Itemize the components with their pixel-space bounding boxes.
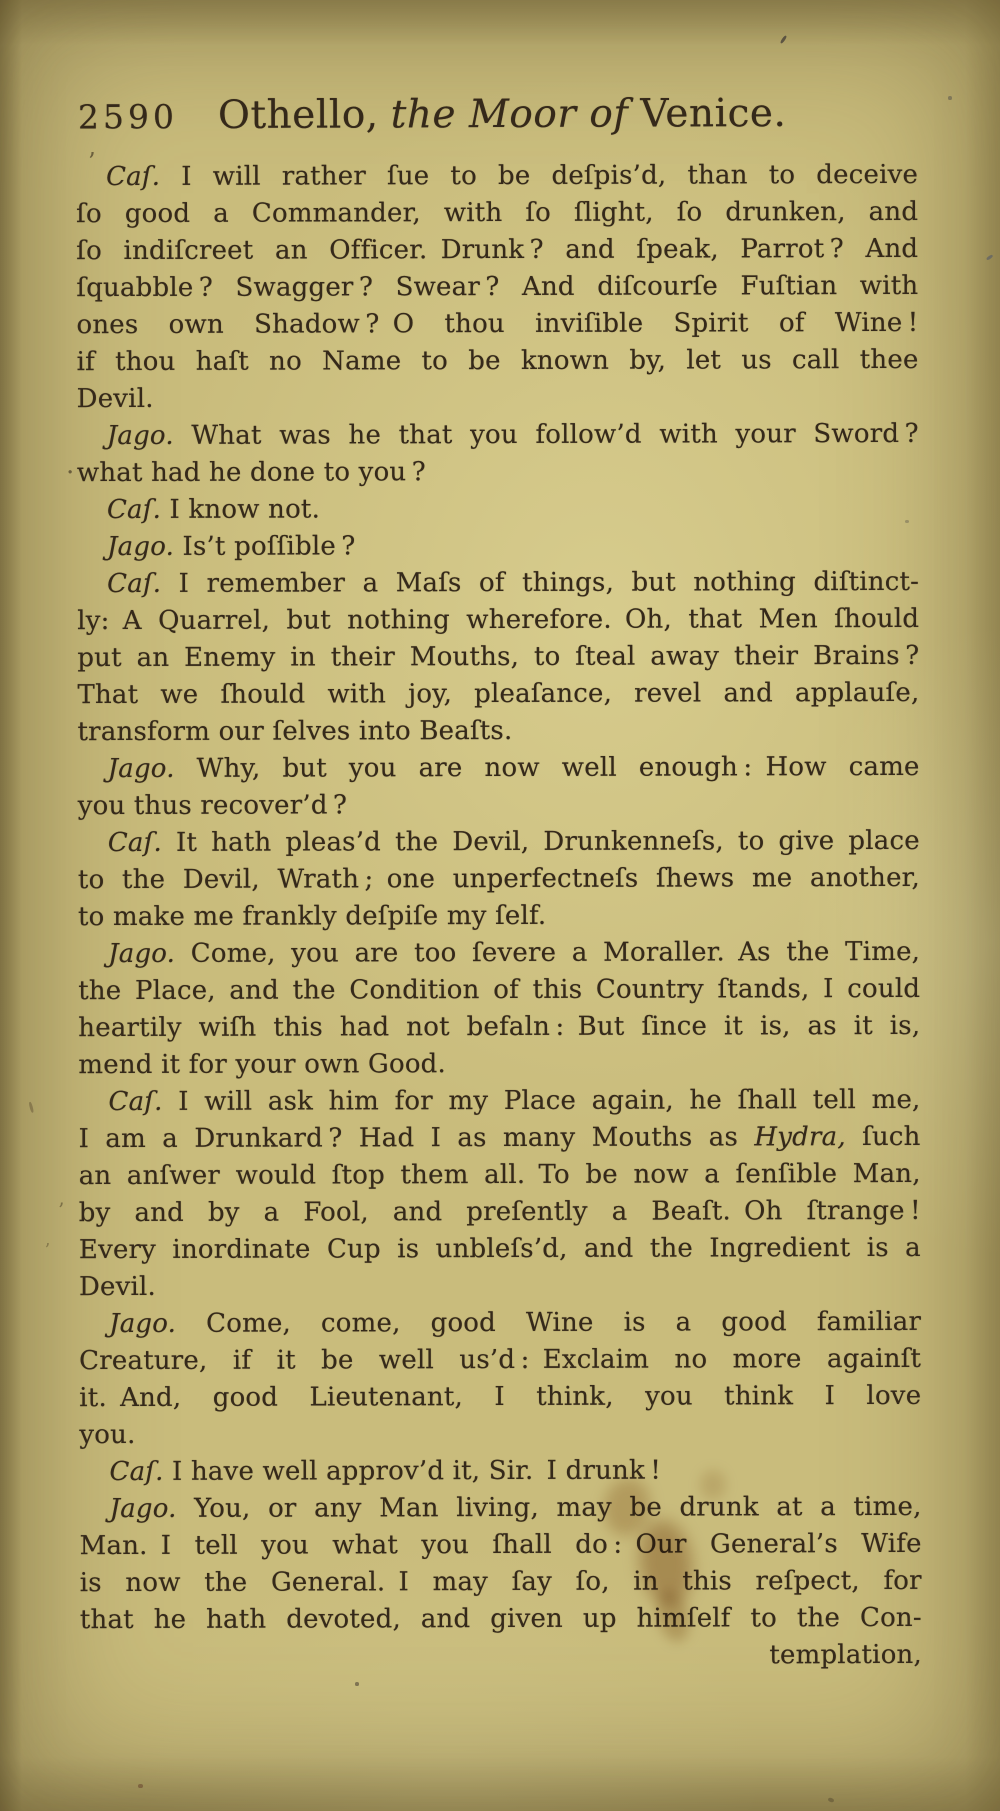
title-italic: the Moor of [390, 91, 629, 138]
roman-text: templation, [769, 1639, 922, 1671]
text-line [79, 1230, 921, 1269]
roman-text: Every inordinate Cup is unbleſs’d, and the Ingredient is a [78, 1232, 921, 1266]
roman-text: it. And, good Lieutenant, I think, you think I love [79, 1380, 922, 1414]
italic-text: Jago. [106, 531, 175, 563]
text-line [78, 749, 920, 788]
roman-text: ſuch [845, 1121, 921, 1153]
roman-text: the Place, and the Condition of this Country ſtands, I could [78, 973, 921, 1007]
text-line [78, 860, 920, 899]
text-line [77, 601, 919, 640]
page-number: 2590 [77, 97, 179, 137]
text-line [79, 1267, 921, 1306]
roman-text: transform our ſelves into Beaſts. [77, 715, 513, 748]
roman-text: you. [79, 1419, 136, 1451]
text-line [78, 971, 920, 1010]
text-block [76, 157, 922, 1676]
italic-text: Hydra, [754, 1122, 846, 1153]
title-roman-2: Venice. [640, 90, 787, 137]
text-line [78, 897, 920, 936]
text-line [77, 490, 919, 529]
text-line [79, 1378, 921, 1417]
roman-text: heartily wiſh this had not befaln : But ſince it is, as it is, [78, 1010, 921, 1044]
text-line [79, 1415, 921, 1454]
roman-text: ly: A Quarrel, but nothing wherefore. Oh, that Men ſhould [77, 603, 920, 637]
roman-text: Creature, if it be well us’d : Exclaim no more againſt [79, 1343, 922, 1377]
roman-text: That we ſhould with joy, pleaſance, revel and applauſe, [77, 677, 920, 711]
stray-ink-mark: ’ [58, 1198, 65, 1222]
roman-text: to make me frankly deſpiſe my ſelf. [77, 900, 547, 933]
roman-text: I will rather ſue to be deſpis’d, than to deceive [160, 159, 919, 192]
roman-text: What was he that you follow’d with your Sword ? [173, 418, 919, 451]
text-line [80, 1600, 922, 1639]
italic-text: Jago. [106, 420, 174, 452]
roman-text: Man. I tell you what you ſhall do : Our General’s Wife [79, 1528, 922, 1562]
roman-text: put an Enemy in their Mouths, to ſteal away their Brains ? [77, 640, 920, 674]
roman-text: ſquabble ? Swagger ? Swear ? And diſcourſe Fuſtian with [76, 270, 919, 304]
roman-text: by and by a Fool, and preſently a Beaſt. Oh ſtrange ! [78, 1195, 921, 1229]
text-line [78, 934, 920, 973]
page-title [218, 91, 799, 138]
roman-text: ſo good a Commander, with ſo ſlight, ſo drunken, and [76, 196, 919, 230]
text-line [76, 231, 918, 270]
text-line [79, 1156, 921, 1195]
text-line [79, 1193, 921, 1232]
text-line [78, 1008, 920, 1047]
italic-text: Jago. [109, 1493, 177, 1525]
italic-text: Caſ. [109, 1456, 164, 1488]
roman-text: Is’t poſſible ? [174, 531, 356, 562]
text-line [77, 527, 919, 566]
text-line [77, 712, 919, 751]
text-line [78, 1045, 920, 1084]
roman-text: Devil. [78, 1271, 157, 1303]
roman-text: you thus recover’d ? [77, 790, 348, 822]
text-line [76, 268, 918, 307]
text-line [80, 1489, 922, 1528]
title-roman-1: Othello, [217, 92, 379, 138]
running-header [78, 91, 920, 139]
roman-text: ſo indiſcreet an Officer. Drunk ? and ſpeak, Parrot ? And [76, 233, 919, 267]
text-line [76, 194, 918, 233]
roman-text: to the Devil, Wrath ; one unperfectneſs ſhews me another, [77, 862, 920, 896]
italic-text: Caſ. [106, 161, 161, 193]
text-line [78, 823, 920, 862]
text-line [80, 1563, 922, 1602]
text-line [79, 1119, 921, 1158]
text-line [78, 786, 920, 825]
catchword-line [80, 1637, 922, 1676]
italic-text: Jago. [109, 1308, 177, 1340]
roman-text: I remember a Maſs of things, but nothing diſtinct- [161, 566, 920, 599]
text-line [77, 379, 919, 418]
roman-text: Why, but you are now well enough : How came [174, 751, 920, 784]
stray-ink-mark: ’ [88, 148, 96, 176]
stray-ink-mark: ʼ [44, 1240, 50, 1261]
roman-text: You, or any Man living, may be drunk at a time, [176, 1491, 922, 1524]
roman-text: ones own Shadow ? O thou inviſible Spirit of Wine ! [76, 307, 919, 341]
roman-text: I will ask him for my Place again, he ſhall tell me, [162, 1084, 921, 1117]
italic-text: Caſ. [108, 1086, 163, 1118]
roman-text: I know not. [160, 494, 321, 525]
roman-text: I am a Drunkard ? Had I as many Mouths as [78, 1122, 755, 1155]
roman-text: I have well approv’d it, Sir. I drunk ! [163, 1455, 661, 1487]
text-line [77, 564, 919, 603]
stray-ink-mark: . [66, 450, 75, 480]
text-line [80, 1526, 922, 1565]
text-line [77, 638, 919, 677]
text-line [76, 157, 918, 196]
italic-text: Caſ. [106, 494, 162, 526]
italic-text: Jago. [107, 753, 175, 785]
roman-text: is now the General. I may ſay ſo, in this reſpect, for [79, 1565, 922, 1599]
italic-text: Jago. [108, 938, 176, 970]
roman-text: Devil. [76, 383, 154, 415]
text-line [77, 675, 919, 714]
roman-text: mend it for your own Good. [78, 1049, 447, 1081]
text-line [78, 1082, 920, 1121]
text-line [79, 1452, 921, 1491]
text-line [77, 453, 919, 492]
roman-text: if thou haſt no Name to be known by, let us call thee [76, 344, 919, 378]
roman-text: Come, you are too ſevere a Moraller. As the Time, [175, 936, 921, 969]
roman-text: It hath pleas’d the Devil, Drunkenneſs, to give place [161, 825, 920, 858]
roman-text: that he hath devoted, and given up himſelf to the Con- [79, 1602, 922, 1636]
roman-text: an anſwer would ſtop them all. To be now a ſenſible Man, [78, 1158, 921, 1192]
italic-text: Caſ. [107, 827, 162, 859]
roman-text: what had he done to you ? [76, 457, 426, 489]
text-line [77, 416, 919, 455]
text-line [76, 305, 918, 344]
roman-text: Come, come, good Wine is a good familiar [176, 1306, 922, 1339]
text-line [79, 1304, 921, 1343]
text-line [77, 342, 919, 381]
italic-text: Caſ. [107, 568, 162, 600]
text-line [79, 1341, 921, 1380]
